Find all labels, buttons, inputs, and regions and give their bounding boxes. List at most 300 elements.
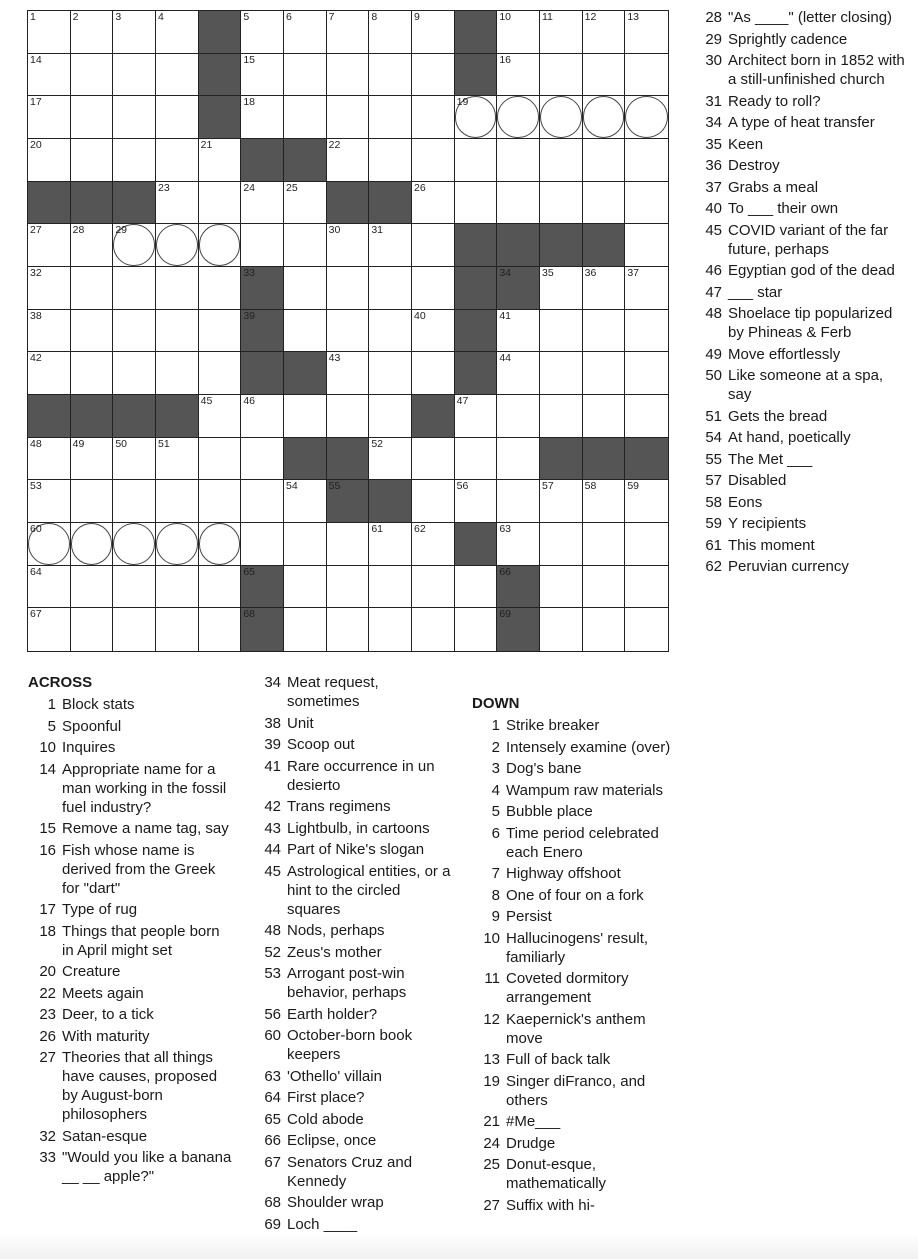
clue-text: Type of rug: [62, 901, 138, 918]
grid-cell[interactable]: [583, 54, 626, 97]
grid-cell[interactable]: [71, 480, 114, 523]
clue-text: Dog's bane: [506, 760, 582, 777]
grid-cell[interactable]: [156, 608, 199, 651]
grid-cell[interactable]: [412, 267, 455, 310]
grid-cell[interactable]: [199, 395, 242, 438]
grid-cell[interactable]: [327, 352, 370, 395]
grid-cell[interactable]: [71, 224, 114, 267]
grid-cell[interactable]: [199, 352, 242, 395]
down-clue[interactable]: [694, 199, 908, 218]
grid-cell[interactable]: [113, 566, 156, 609]
grid-cell[interactable]: [625, 523, 668, 566]
grid-cell[interactable]: [284, 310, 327, 353]
down-clue[interactable]: [472, 1155, 682, 1193]
grid-cell[interactable]: [625, 566, 668, 609]
black-square: [412, 395, 455, 438]
grid-cell[interactable]: [156, 267, 199, 310]
grid-cell[interactable]: [540, 480, 583, 523]
clue-text: Rare occurrence in un desierto: [287, 757, 435, 794]
grid-cell[interactable]: [455, 96, 498, 139]
grid-cell[interactable]: [497, 438, 540, 481]
down-clue[interactable]: [694, 261, 908, 280]
down-clue[interactable]: [472, 1010, 682, 1048]
clue-number: 47: [705, 283, 722, 301]
grid-cell[interactable]: [113, 96, 156, 139]
grid-cell[interactable]: [412, 54, 455, 97]
grid-cell[interactable]: [284, 267, 327, 310]
across-clue[interactable]: [253, 1088, 453, 1107]
grid-cell[interactable]: [113, 310, 156, 353]
grid-cell[interactable]: [71, 54, 114, 97]
across-clue[interactable]: [253, 797, 453, 816]
grid-cell[interactable]: [369, 11, 412, 54]
down-clue[interactable]: [694, 51, 908, 89]
across-clue[interactable]: [28, 922, 233, 960]
grid-cell[interactable]: [113, 267, 156, 310]
grid-cell[interactable]: [540, 267, 583, 310]
clue-text: Eclipse, once: [287, 1132, 377, 1149]
grid-cell[interactable]: [497, 182, 540, 225]
grid-cell[interactable]: [625, 310, 668, 353]
grid-cell[interactable]: [28, 54, 71, 97]
across-clue[interactable]: [253, 1193, 453, 1212]
across-clue[interactable]: [253, 714, 453, 733]
grid-cell[interactable]: [241, 523, 284, 566]
grid-cell[interactable]: [156, 566, 199, 609]
across-clue[interactable]: [253, 943, 453, 962]
grid-cell[interactable]: [156, 480, 199, 523]
clue-number: 8: [491, 886, 500, 904]
across-clue[interactable]: [253, 840, 453, 859]
grid-cell[interactable]: [497, 310, 540, 353]
grid-cell[interactable]: [71, 267, 114, 310]
clue-text: Persist: [506, 908, 552, 925]
clue-text: Eons: [728, 493, 763, 511]
down-clue[interactable]: [694, 135, 908, 154]
across-clue[interactable]: [253, 1005, 453, 1024]
grid-cell[interactable]: [497, 54, 540, 97]
clue-number: 62: [705, 558, 722, 575]
grid-cell[interactable]: [113, 480, 156, 523]
grid-cell[interactable]: [28, 139, 71, 182]
grid-cell[interactable]: [327, 11, 370, 54]
across-clue[interactable]: [28, 1027, 233, 1046]
down-clue[interactable]: [472, 1134, 682, 1153]
grid-cell[interactable]: [71, 608, 114, 651]
grid-cell[interactable]: [199, 139, 242, 182]
grid-cell[interactable]: [113, 139, 156, 182]
clue-text: Wampum raw materials: [506, 781, 663, 799]
grid-cell[interactable]: [625, 480, 668, 523]
grid-cell[interactable]: [28, 480, 71, 523]
grid-cell[interactable]: [412, 11, 455, 54]
down-clue[interactable]: [472, 824, 682, 862]
grid-cell[interactable]: [284, 54, 327, 97]
grid-cell[interactable]: [583, 182, 626, 225]
grid-cell[interactable]: [28, 438, 71, 481]
grid-cell[interactable]: [28, 523, 71, 566]
down-clue[interactable]: [694, 92, 908, 111]
grid-cell[interactable]: [284, 224, 327, 267]
grid-cell[interactable]: [369, 310, 412, 353]
across-clue[interactable]: [28, 1048, 233, 1124]
clue-text: October-born book keepers: [287, 1027, 413, 1063]
grid-cell[interactable]: [583, 96, 626, 139]
down-clue[interactable]: [472, 969, 682, 1007]
grid-cell[interactable]: [156, 54, 199, 97]
grid-cell[interactable]: [412, 96, 455, 139]
across-clue[interactable]: [28, 738, 233, 757]
grid-cell[interactable]: [369, 608, 412, 651]
grid-cell[interactable]: [28, 566, 71, 609]
grid-cell[interactable]: [199, 224, 242, 267]
grid-cell[interactable]: [156, 352, 199, 395]
down-clue[interactable]: [694, 345, 908, 364]
down-clue[interactable]: [694, 221, 908, 259]
clue-number: 51: [705, 407, 722, 425]
grid-cell[interactable]: [71, 96, 114, 139]
across-clue[interactable]: [28, 984, 233, 1003]
grid-cell[interactable]: [28, 224, 71, 267]
down-clue[interactable]: [694, 178, 908, 197]
clue-text: Keen: [728, 135, 764, 153]
down-clue[interactable]: [472, 781, 682, 800]
grid-cell[interactable]: [369, 224, 412, 267]
down-clue[interactable]: [694, 366, 908, 404]
grid-cell[interactable]: [540, 310, 583, 353]
across-heading: ACROSS: [28, 674, 93, 691]
grid-cell[interactable]: [412, 438, 455, 481]
grid-cell[interactable]: [71, 139, 114, 182]
clue-text: With maturity: [62, 1027, 150, 1045]
grid-cell[interactable]: [241, 395, 284, 438]
grid-cell[interactable]: [156, 224, 199, 267]
grid-cell[interactable]: [455, 480, 498, 523]
grid-cell[interactable]: [497, 352, 540, 395]
across-clue[interactable]: [253, 1110, 453, 1129]
grid-cell[interactable]: [28, 310, 71, 353]
grid-cell[interactable]: [583, 139, 626, 182]
grid-cell[interactable]: [327, 310, 370, 353]
across-clue[interactable]: [253, 757, 453, 795]
grid-cell[interactable]: [71, 310, 114, 353]
grid-cell[interactable]: [284, 395, 327, 438]
grid-cell[interactable]: [497, 395, 540, 438]
across-clue[interactable]: [253, 735, 453, 754]
grid-cell[interactable]: [241, 11, 284, 54]
black-square: [241, 139, 284, 182]
grid-cell[interactable]: [497, 139, 540, 182]
grid-cell[interactable]: [412, 352, 455, 395]
cell-number: 49: [72, 437, 85, 450]
grid-cell[interactable]: [369, 566, 412, 609]
clue-text: Grabs a meal: [728, 178, 819, 196]
grid-cell[interactable]: [199, 523, 242, 566]
down-clue[interactable]: [472, 802, 682, 821]
down-clue[interactable]: [694, 471, 908, 490]
grid-cell[interactable]: [583, 566, 626, 609]
clue-number: 15: [39, 820, 56, 837]
down-clue[interactable]: [472, 1196, 682, 1215]
grid-cell[interactable]: [284, 566, 327, 609]
across-clue[interactable]: [28, 900, 233, 919]
down-clue[interactable]: [694, 407, 908, 426]
across-clue[interactable]: [28, 841, 233, 898]
grid-cell[interactable]: [412, 523, 455, 566]
cell-number: 10: [499, 11, 512, 23]
grid-cell[interactable]: [583, 310, 626, 353]
grid-cell[interactable]: [241, 224, 284, 267]
cell-number: 3: [115, 11, 122, 23]
grid-cell[interactable]: [369, 139, 412, 182]
down-clue[interactable]: [694, 283, 908, 302]
grid-cell[interactable]: [156, 523, 199, 566]
grid-cell[interactable]: [369, 54, 412, 97]
grid-cell[interactable]: [71, 438, 114, 481]
grid-cell[interactable]: [113, 224, 156, 267]
grid-cell[interactable]: [28, 267, 71, 310]
clue-number: 34: [705, 114, 722, 131]
clue-number: 68: [264, 1194, 281, 1211]
grid-cell[interactable]: [28, 11, 71, 54]
down-clue[interactable]: [694, 156, 908, 175]
grid-cell[interactable]: [113, 523, 156, 566]
grid-cell[interactable]: [540, 182, 583, 225]
cell-number: 8: [371, 11, 378, 23]
grid-cell[interactable]: [327, 566, 370, 609]
grid-cell[interactable]: [412, 480, 455, 523]
grid-cell[interactable]: [241, 182, 284, 225]
down-clue[interactable]: [694, 557, 908, 576]
grid-cell[interactable]: [156, 310, 199, 353]
grid-cell[interactable]: [583, 395, 626, 438]
grid-cell[interactable]: [241, 480, 284, 523]
grid-cell[interactable]: [369, 96, 412, 139]
grid-cell[interactable]: [455, 182, 498, 225]
across-clue[interactable]: [253, 1026, 453, 1064]
grid-cell[interactable]: [71, 352, 114, 395]
across-clue[interactable]: [28, 962, 233, 981]
grid-cell[interactable]: [199, 480, 242, 523]
grid-cell[interactable]: [583, 352, 626, 395]
cell-number: 9: [414, 11, 420, 23]
cell-number: 23: [158, 181, 170, 194]
across-clue[interactable]: [28, 1127, 233, 1146]
grid-cell[interactable]: [369, 395, 412, 438]
grid-cell[interactable]: [497, 96, 540, 139]
grid-cell[interactable]: [284, 523, 327, 566]
down-clue[interactable]: [472, 738, 682, 757]
grid-cell[interactable]: [583, 480, 626, 523]
grid-cell[interactable]: [241, 54, 284, 97]
grid-cell[interactable]: [455, 395, 498, 438]
grid-cell[interactable]: [327, 224, 370, 267]
grid-cell[interactable]: [284, 182, 327, 225]
grid-cell[interactable]: [284, 480, 327, 523]
grid-cell[interactable]: [625, 96, 668, 139]
across-clue[interactable]: [253, 862, 453, 919]
cell-number: 42: [30, 352, 42, 365]
clue-number: 32: [39, 1127, 56, 1145]
down-clue[interactable]: [694, 514, 908, 533]
grid-cell[interactable]: [156, 11, 199, 54]
grid-cell[interactable]: [540, 139, 583, 182]
grid-cell[interactable]: [71, 11, 114, 54]
down-heading: DOWN: [472, 695, 520, 712]
grid-cell[interactable]: [156, 139, 199, 182]
down-clue[interactable]: [694, 8, 908, 27]
cell-number: 29: [115, 224, 128, 237]
down-clue[interactable]: [694, 493, 908, 512]
grid-cell[interactable]: [113, 608, 156, 651]
down-clue[interactable]: [694, 113, 908, 132]
grid-cell[interactable]: [625, 267, 668, 310]
grid-cell[interactable]: [284, 96, 327, 139]
grid-cell[interactable]: [327, 96, 370, 139]
down-clue[interactable]: [472, 1072, 682, 1110]
across-clue[interactable]: [28, 695, 233, 714]
cell-number: 47: [456, 395, 469, 407]
clue-text: This moment: [728, 536, 815, 554]
grid-cell[interactable]: [199, 267, 242, 310]
across-clue[interactable]: [253, 1215, 453, 1234]
grid-cell[interactable]: [455, 608, 498, 651]
grid-cell[interactable]: [28, 96, 71, 139]
grid-cell[interactable]: [28, 352, 71, 395]
grid-cell[interactable]: [284, 608, 327, 651]
grid-cell[interactable]: [497, 11, 540, 54]
grid-cell[interactable]: [327, 523, 370, 566]
down-clue[interactable]: [472, 716, 682, 735]
down-clue[interactable]: [472, 907, 682, 926]
grid-cell[interactable]: [540, 96, 583, 139]
grid-cell[interactable]: [625, 224, 668, 267]
grid-cell[interactable]: [284, 11, 327, 54]
grid-cell[interactable]: [156, 182, 199, 225]
grid-cell[interactable]: [369, 523, 412, 566]
grid-cell[interactable]: [625, 608, 668, 651]
grid-cell[interactable]: [412, 139, 455, 182]
grid-cell[interactable]: [625, 182, 668, 225]
grid-cell[interactable]: [540, 352, 583, 395]
down-clue[interactable]: [694, 450, 908, 469]
grid-cell[interactable]: [540, 608, 583, 651]
across-clue[interactable]: [253, 819, 453, 838]
grid-cell[interactable]: [113, 54, 156, 97]
down-clue[interactable]: [472, 886, 682, 905]
clue-text: Disabled: [728, 472, 787, 489]
across-clue[interactable]: [28, 1005, 233, 1024]
grid-cell[interactable]: [199, 438, 242, 481]
grid-cell[interactable]: [156, 96, 199, 139]
clue-number: 61: [705, 536, 722, 554]
clue-number: 10: [483, 929, 500, 947]
grid-cell[interactable]: [113, 11, 156, 54]
grid-cell[interactable]: [455, 438, 498, 481]
grid-cell[interactable]: [625, 54, 668, 97]
across-clue[interactable]: [253, 1067, 453, 1086]
grid-cell[interactable]: [113, 352, 156, 395]
down-clue[interactable]: [694, 536, 908, 555]
clue-number: 4: [491, 781, 500, 799]
grid-cell[interactable]: [199, 182, 242, 225]
grid-cell[interactable]: [455, 566, 498, 609]
grid-cell[interactable]: [199, 608, 242, 651]
grid-cell[interactable]: [28, 608, 71, 651]
grid-cell[interactable]: [625, 139, 668, 182]
across-clue[interactable]: [253, 964, 453, 1002]
grid-cell[interactable]: [327, 608, 370, 651]
grid-cell[interactable]: [412, 608, 455, 651]
grid-cell[interactable]: [327, 267, 370, 310]
across-clue[interactable]: [253, 673, 453, 711]
grid-cell[interactable]: [241, 438, 284, 481]
grid-cell[interactable]: [497, 523, 540, 566]
grid-cell[interactable]: [327, 395, 370, 438]
grid-cell[interactable]: [625, 352, 668, 395]
grid-cell[interactable]: [455, 139, 498, 182]
grid-cell[interactable]: [369, 438, 412, 481]
grid-cell[interactable]: [540, 566, 583, 609]
grid-cell[interactable]: [540, 11, 583, 54]
grid-cell[interactable]: [241, 96, 284, 139]
down-clue[interactable]: [472, 1050, 682, 1069]
grid-cell[interactable]: [369, 267, 412, 310]
grid-cell[interactable]: [497, 480, 540, 523]
grid-cell[interactable]: [583, 608, 626, 651]
down-clue[interactable]: [694, 428, 908, 447]
grid-cell[interactable]: [156, 438, 199, 481]
grid-cell[interactable]: [583, 11, 626, 54]
down-clue[interactable]: [472, 1112, 682, 1131]
grid-cell[interactable]: [625, 11, 668, 54]
grid-cell[interactable]: [369, 352, 412, 395]
down-clue[interactable]: [472, 864, 682, 883]
down-clue[interactable]: [472, 759, 682, 778]
grid-cell[interactable]: [113, 438, 156, 481]
across-clue[interactable]: [28, 819, 233, 838]
down-clue[interactable]: [694, 304, 908, 342]
grid-cell[interactable]: [327, 139, 370, 182]
grid-cell[interactable]: [412, 310, 455, 353]
clue-number: 40: [705, 200, 722, 217]
grid-cell[interactable]: [625, 395, 668, 438]
grid-cell[interactable]: [71, 523, 114, 566]
grid-cell[interactable]: [412, 224, 455, 267]
clue-number: 13: [483, 1051, 500, 1068]
grid-cell[interactable]: [199, 310, 242, 353]
grid-cell[interactable]: [199, 566, 242, 609]
across-clue[interactable]: [253, 1153, 453, 1191]
cell-number: 58: [584, 480, 597, 493]
grid-cell[interactable]: [583, 523, 626, 566]
grid-cell[interactable]: [540, 54, 583, 97]
across-clue[interactable]: [28, 717, 233, 736]
down-clue[interactable]: [472, 929, 682, 967]
across-clue[interactable]: [253, 921, 453, 940]
across-clue[interactable]: [253, 1131, 453, 1150]
grid-cell[interactable]: [540, 395, 583, 438]
grid-cell[interactable]: [412, 566, 455, 609]
down-clue[interactable]: [694, 30, 908, 49]
across-clue[interactable]: [28, 760, 233, 817]
grid-cell[interactable]: [583, 267, 626, 310]
grid-cell[interactable]: [540, 523, 583, 566]
grid-cell[interactable]: [71, 566, 114, 609]
across-clue[interactable]: [28, 1148, 233, 1186]
grid-cell[interactable]: [327, 54, 370, 97]
grid-cell[interactable]: [412, 182, 455, 225]
